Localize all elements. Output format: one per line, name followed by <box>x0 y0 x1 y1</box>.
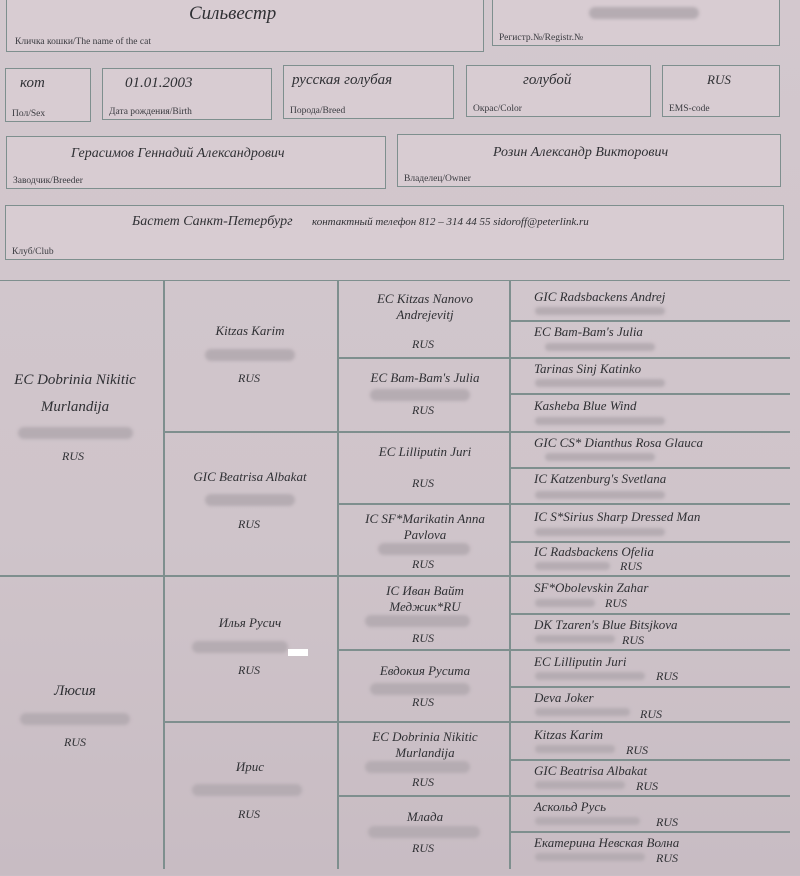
sex-box <box>5 68 91 122</box>
redacted-g4-13 <box>535 745 615 753</box>
g4-10-name: DK Tzaren's Blue Bitsjkova <box>534 617 678 632</box>
gen4-divider-4 <box>509 541 790 543</box>
color-box <box>466 65 651 117</box>
gen3-divider-4 <box>337 795 790 797</box>
breeder-value: Герасимов Геннадий Александрович <box>71 146 285 161</box>
g4-15-country: RUS <box>656 815 678 829</box>
breeder-box <box>6 136 386 189</box>
redacted-g4-5 <box>545 453 655 461</box>
gen2-divider-1 <box>163 431 790 433</box>
g4-12-country: RUS <box>640 707 662 721</box>
g4-1-name: GIC Radsbackens Andrej <box>534 289 666 304</box>
g4-14-country: RUS <box>636 779 658 793</box>
ems-box <box>662 65 780 117</box>
club-contact: контактный телефон 812 – 314 44 55 sidoroff@peterlink.ru <box>312 216 589 228</box>
club-caption: Клуб/Club <box>12 247 54 257</box>
redacted-g4-11 <box>535 672 645 680</box>
g4-4-name: Kasheba Blue Wind <box>534 398 637 413</box>
g4-8-name: IC Radsbackens Ofelia <box>534 544 654 559</box>
g3-5-name: IC Иван Вайт Меджик*RU <box>386 583 464 614</box>
redacted-dam-reg <box>20 713 130 725</box>
g3-3-country: RUS <box>412 476 434 490</box>
gen4-divider-7 <box>509 759 790 761</box>
gen3-divider-2 <box>337 503 790 505</box>
g4-12-name: Deva Joker <box>534 690 594 705</box>
gen2-divider-2 <box>163 721 790 723</box>
redacted-g2-3 <box>192 641 288 653</box>
redacted-g2-4 <box>192 784 302 796</box>
gen1-divider <box>0 575 790 577</box>
g4-3-name: Tarinas Sinj Katinko <box>534 361 642 376</box>
breeder-caption: Заводчик/Breeder <box>13 176 83 186</box>
sex-caption: Пол/Sex <box>12 109 46 119</box>
g4-11-country: RUS <box>656 669 678 683</box>
g4-16-name: Екатерина Невская Волна <box>534 835 680 850</box>
g4-8-country: RUS <box>620 559 642 573</box>
redacted-g3-2 <box>370 389 470 401</box>
g3-8-country: RUS <box>412 841 434 855</box>
redacted-g2-1 <box>205 349 295 361</box>
club-box <box>5 205 784 260</box>
g2-3-name: Илья Русич <box>218 615 282 630</box>
gen4-divider-2 <box>509 393 790 395</box>
g2-2-name: GIC Beatrisa Albakat <box>193 469 307 484</box>
g3-7-name: EC Dobrinia Nikitic Murlandija <box>372 729 478 760</box>
redacted-g3-8 <box>368 826 480 838</box>
gen3-divider-1 <box>337 357 790 359</box>
sire-name: EC Dobrinia Nikitic Murlandija <box>14 372 136 415</box>
cat-name-caption: Кличка кошки/The name of the cat <box>15 37 151 47</box>
breed-caption: Порода/Breed <box>290 106 346 116</box>
g2-2-country: RUS <box>238 517 260 531</box>
color-caption: Окрас/Color <box>473 104 522 114</box>
g4-9-country: RUS <box>605 596 627 610</box>
redacted-g4-7 <box>535 528 665 536</box>
g3-3-name: EC Lilliputin Juri <box>378 444 472 459</box>
dam-name: Люсия <box>54 683 96 699</box>
registration-box <box>492 0 780 46</box>
g3-4-name: IC SF*Marikatin Anna Pavlova <box>365 511 485 542</box>
g3-1-name: EC Kitzas Nanovo Andrejevitj <box>376 291 474 322</box>
redacted-g3-6 <box>370 683 470 695</box>
redacted-g4-4 <box>535 417 665 425</box>
cat-name-box <box>6 0 484 52</box>
g4-13-country: RUS <box>626 743 648 757</box>
redacted-g4-3 <box>535 379 665 387</box>
redacted-g4-6 <box>535 491 665 499</box>
g4-7-name: IC S*Sirius Sharp Dressed Man <box>534 509 701 524</box>
white-mark <box>288 649 308 656</box>
g4-9-name: SF*Obolevskin Zahar <box>534 580 649 595</box>
redacted-g2-2 <box>205 494 295 506</box>
g4-6-name: IC Katzenburg's Svetlana <box>534 471 667 486</box>
g3-6-country: RUS <box>412 695 434 709</box>
redacted-sire-reg <box>18 427 133 439</box>
redacted-registration <box>589 7 699 19</box>
owner-value: Розин Александр Викторович <box>493 145 669 160</box>
redacted-g3-5 <box>365 615 470 627</box>
g4-14-name: GIC Beatrisa Albakat <box>534 763 648 778</box>
dam-country: RUS <box>64 735 86 749</box>
g3-7-country: RUS <box>412 775 434 789</box>
ems-caption: EMS-code <box>669 104 710 114</box>
g3-6-name: Евдокия Русита <box>379 663 471 678</box>
birth-box <box>102 68 272 120</box>
g4-5-name: GIC CS* Dianthus Rosa Glauca <box>534 435 703 450</box>
redacted-g4-15 <box>535 817 640 825</box>
redacted-g4-12 <box>535 708 630 716</box>
g2-3-country: RUS <box>238 663 260 677</box>
g3-5-country: RUS <box>412 631 434 645</box>
g2-1-name: Kitzas Karim <box>215 323 285 338</box>
redacted-g4-1 <box>535 307 665 315</box>
g4-10-country: RUS <box>622 633 644 647</box>
redacted-g4-16 <box>535 853 645 861</box>
gen4-divider-5 <box>509 613 790 615</box>
color-value: голубой <box>523 72 572 88</box>
redacted-g3-7 <box>365 761 470 773</box>
gen4-divider-8 <box>509 831 790 833</box>
g2-1-country: RUS <box>238 371 260 385</box>
cat-name-value: Сильвестр <box>189 3 277 24</box>
gen4-divider-3 <box>509 467 790 469</box>
redacted-g3-4 <box>378 543 470 555</box>
gen4-divider-6 <box>509 686 790 688</box>
g4-16-country: RUS <box>656 851 678 865</box>
g2-4-country: RUS <box>238 807 260 821</box>
sire-country: RUS <box>62 449 84 463</box>
birth-caption: Дата рождения/Birth <box>109 107 192 117</box>
owner-box <box>397 134 781 187</box>
redacted-g4-10 <box>535 635 615 643</box>
breed-value: русская голубая <box>292 72 393 88</box>
g3-2-name: EC Bam-Bam's Julia <box>370 370 480 385</box>
gen3-divider-3 <box>337 649 790 651</box>
birth-value: 01.01.2003 <box>125 75 193 91</box>
g4-11-name: EC Lilliputin Juri <box>534 654 627 669</box>
club-name: Бастет Санкт-Петербург <box>132 214 293 229</box>
redacted-g4-14 <box>535 781 625 789</box>
g3-8-name: Млада <box>406 809 444 824</box>
g2-4-name: Ирис <box>235 759 265 774</box>
g4-2-name: EC Bam-Bam's Julia <box>534 324 643 339</box>
gen4-divider-1 <box>509 320 790 322</box>
ems-value: RUS <box>707 72 731 87</box>
redacted-g4-8 <box>535 562 610 570</box>
g4-13-name: Kitzas Karim <box>534 727 603 742</box>
redacted-g4-2 <box>545 343 655 351</box>
g3-4-country: RUS <box>412 557 434 571</box>
g4-15-name: Аскольд Русь <box>534 799 607 814</box>
sex-value: кот <box>20 75 45 91</box>
breed-box <box>283 65 454 119</box>
g3-1-country: RUS <box>412 337 434 351</box>
owner-caption: Владелец/Owner <box>404 174 471 184</box>
registration-caption: Регистр.№/Registr.№ <box>499 33 584 43</box>
pedigree-table <box>0 280 790 876</box>
redacted-g4-9 <box>535 599 595 607</box>
g3-2-country: RUS <box>412 403 434 417</box>
